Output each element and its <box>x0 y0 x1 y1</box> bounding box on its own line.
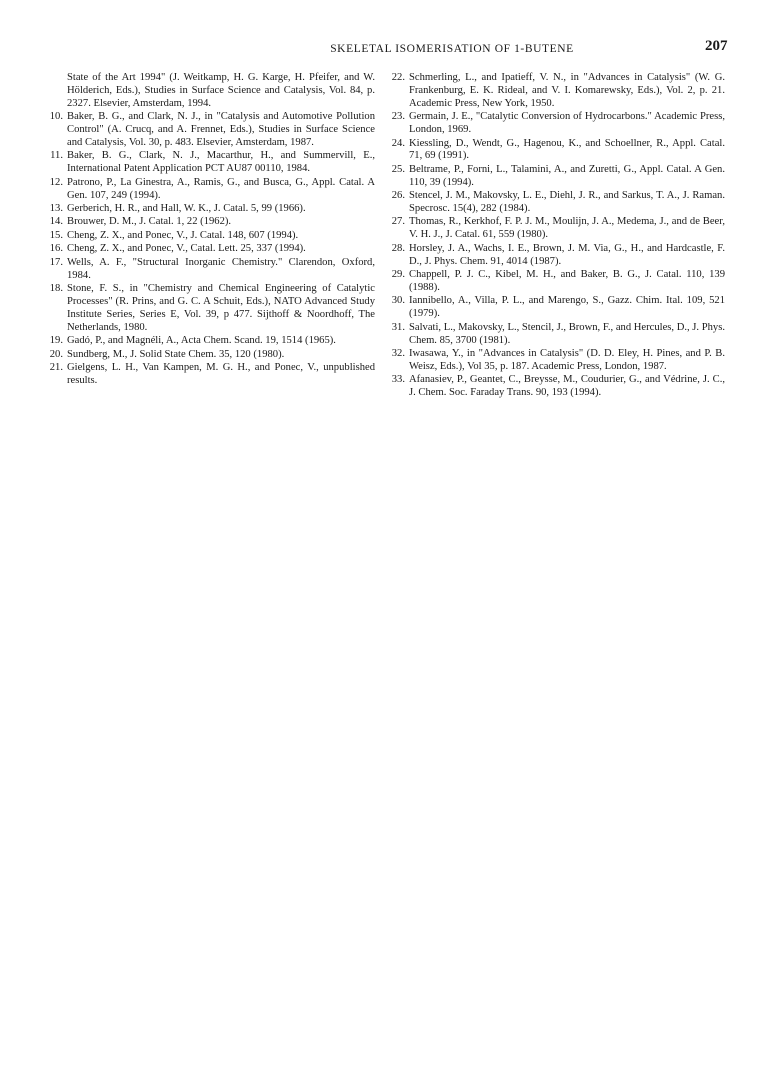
reference-text: Gielgens, L. H., Van Kampen, M. G. H., and Ponec, V., unpublished results. <box>67 361 375 386</box>
page-number: 207 <box>705 38 728 54</box>
reference-item <box>389 374 725 400</box>
reference-item <box>389 111 725 137</box>
reference-number: 12. <box>49 176 63 188</box>
reference-item <box>47 150 375 176</box>
reference-item <box>389 322 725 348</box>
reference-number: 20. <box>49 348 63 360</box>
reference-item <box>47 111 375 150</box>
reference-number: 19. <box>49 335 63 347</box>
reference-text: Cheng, Z. X., and Ponec, V., J. Catal. 148, 607 (1994). <box>67 229 299 241</box>
reference-text: Brouwer, D. M., J. Catal. 1, 22 (1962). <box>67 216 232 228</box>
reference-list-left-column <box>47 72 375 388</box>
reference-item <box>389 190 725 216</box>
reference-text: Cheng, Z. X., and Ponec, V., Catal. Lett. 25, 337 (1994). <box>67 243 306 255</box>
reference-text: Sundberg, M., J. Solid State Chem. 35, 120 (1980). <box>67 348 285 360</box>
reference-text: Salvati, L., Makovsky, L., Stencil, J., Brown, F., and Hercules, D., J. Phys. Chem. 85, 3700 (1981). <box>409 321 725 346</box>
reference-list-right-column <box>389 72 725 401</box>
reference-text: Baker, B. G., and Clark, N. J., in "Catalysis and Automotive Pollution Control" (A. Crucq, and A. Frennet, Eds.), Studies in Surface Science and Catalysis, Vol. 30, p. 483. Elsevier, Amsterdam, 1987. <box>67 111 375 149</box>
running-title: SKELETAL ISOMERISATION OF 1-BUTENE <box>330 43 574 55</box>
reference-item <box>389 243 725 269</box>
reference-item <box>389 72 725 111</box>
reference-item <box>47 335 375 348</box>
reference-text: Iannibello, A., Villa, P. L., and Marengo, S., Gazz. Chim. Ital. 109, 521 (1979). <box>409 295 725 320</box>
reference-number: 25. <box>391 163 405 175</box>
reference-number: 26. <box>391 190 405 202</box>
reference-text: Gadó, P., and Magnéli, A., Acta Chem. Scand. 19, 1514 (1965). <box>67 335 336 347</box>
reference-number: 27. <box>391 216 405 228</box>
reference-text: Horsley, J. A., Wachs, I. E., Brown, J. M. Via, G., H., and Hardcastle, F. D., J. Phys. Chem. 91, 4014 (1987). <box>409 242 725 267</box>
reference-item <box>47 177 375 203</box>
reference-item <box>47 283 375 335</box>
reference-number: 33. <box>391 374 405 386</box>
reference-number: 28. <box>391 242 405 254</box>
reference-text: Stone, F. S., in "Chemistry and Chemical Engineering of Catalytic Processes" (R. Prins, and G. C. A Schuit, Eds.), NATO Advanced Study Institute Series, Series E, Vol. 39, p 477. Sijthoff & Noordhoff, The Netherlands, 1980. <box>67 283 375 333</box>
reference-number: 32. <box>391 348 405 360</box>
reference-number: 10. <box>49 111 63 123</box>
reference-text: Germain, J. E., "Catalytic Conversion of Hydrocarbons." Academic Press, London, 1969. <box>409 111 725 136</box>
reference-number: 24. <box>391 137 405 149</box>
reference-item <box>389 216 725 242</box>
reference-item <box>47 203 375 216</box>
reference-number: 22. <box>391 72 405 83</box>
reference-number: 17. <box>49 256 63 268</box>
reference-text: Stencel, J. M., Makovsky, L. E., Diehl, J. R., and Sarkus, T. A., J. Raman. Specrosc. 15(4), 282 (1984). <box>409 190 725 215</box>
reference-text: Wells, A. F., "Structural Inorganic Chemistry." Clarendon, Oxford, 1984. <box>67 256 375 281</box>
reference-number: 23. <box>391 111 405 123</box>
reference-text: Iwasawa, Y., in "Advances in Catalysis" (D. D. Eley, H. Pines, and P. B. Weisz, Eds.), Vol 35, p. 187. Academic Press, London, 1987. <box>409 348 725 372</box>
reference-number: 11. <box>50 150 63 162</box>
reference-item <box>389 164 725 190</box>
reference-text: Kiessling, D., Wendt, G., Hagenou, K., and Schoellner, R., Appl. Catal. 71, 69 (1991). <box>409 137 725 162</box>
reference-item <box>47 72 375 111</box>
reference-number: 14. <box>49 216 63 228</box>
reference-text: Beltrame, P., Forni, L., Talamini, A., and Zuretti, G., Appl. Catal. A Gen. 110, 39 (1994). <box>409 163 725 188</box>
reference-text: Gerberich, H. R., and Hall, W. K., J. Catal. 5, 99 (1966). <box>67 203 306 215</box>
reference-number: 13. <box>49 203 63 215</box>
reference-number: 21. <box>49 361 63 373</box>
reference-item <box>389 269 725 295</box>
reference-text: Schmerling, L., and Ipatieff, V. N., in "Advances in Catalysis" (W. G. Frankenburg, E. K. Rideal, and V. I. Komarewsky, Eds.), Vol. 2, p. 21. Academic Press, New York, 1950. <box>409 72 725 109</box>
reference-number: 15. <box>49 229 63 241</box>
reference-text: Chappell, P. J. C., Kibel, M. H., and Baker, B. G., J. Catal. 110, 139 (1988). <box>409 269 725 293</box>
reference-text: Thomas, R., Kerkhof, F. P. J. M., Moulijn, J. A., Medema, J., and de Beer, V. H. J., J. Catal. 61, 559 (1980). <box>409 216 725 241</box>
reference-item <box>47 257 375 283</box>
reference-item <box>389 138 725 164</box>
reference-text: Patrono, P., La Ginestra, A., Ramis, G., and Busca, G., Appl. Catal. A Gen. 107, 249 (1994). <box>67 176 375 201</box>
reference-item <box>47 243 375 256</box>
reference-item <box>389 348 725 374</box>
reference-item <box>47 230 375 243</box>
reference-text: Afanasiev, P., Geantet, C., Breysse, M., Coudurier, G., and Védrine, J. C., J. Chem. Soc. Faraday Trans. 90, 193 (1994). <box>409 374 725 399</box>
reference-item <box>47 362 375 388</box>
reference-number: 18. <box>49 283 63 294</box>
reference-number: 31. <box>391 321 405 333</box>
reference-text: State of the Art 1994" (J. Weitkamp, H. G. Karge, H. Pfeifer, and W. Hölderich, Eds.), Studies in Surface Science and Catalysis, Vol. 84, p. 2327. Elsevier, Amsterdam, 1994. <box>67 72 375 109</box>
reference-item <box>47 216 375 229</box>
reference-item <box>389 295 725 321</box>
reference-item <box>47 349 375 362</box>
reference-number: 29. <box>391 269 405 281</box>
reference-text: Baker, B. G., Clark, N. J., Macarthur, H., and Summervill, E., International Patent Application PCT AU87 00110, 1984. <box>67 150 375 175</box>
reference-number: 16. <box>49 243 63 255</box>
reference-number: 30. <box>391 295 405 307</box>
